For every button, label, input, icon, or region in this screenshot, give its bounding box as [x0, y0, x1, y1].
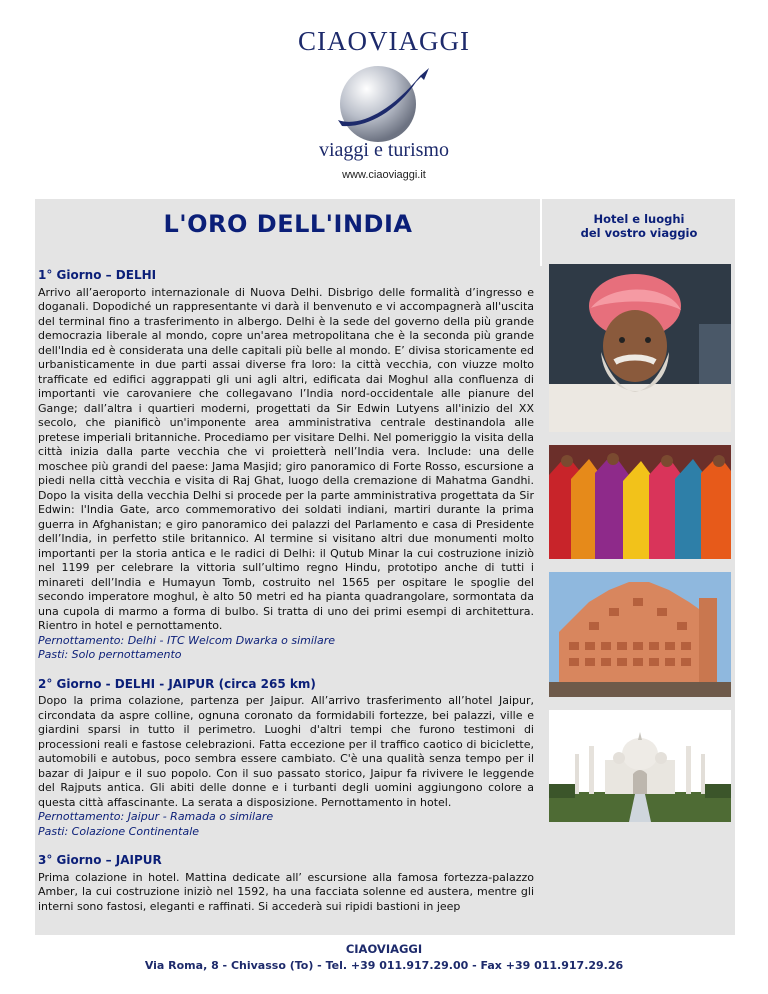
tagline: viaggi e turismo: [319, 139, 449, 161]
day-description: Arrivo all’aeroporto internazionale di Nuova Delhi. Disbrigo delle formalità d’ingresso e doganali. Dopodiché un rappresentante vi darà il benvenuto e vi accompagnerà all'uscita del terminal fino a trasferimento in albergo. Delhi è la sede del governo della più grande democrazia liberale al mondo, copre un'area metropolitana che è la seconda più grande dell'India ed è considerata una delle capitali più belle al mondo. E’ divisa storicamente ed urbanisticamente in due parti assai diverse fra loro: la città vecchia, con viuzze molto trafficate ed edifici aggrappati gli uni agli altri, edificata dai Moghul alla confluenza di importanti vie carovaniere che collegavano l’India nord-occidentale alle pianure del Gange; dall’altra i quartieri moderni, progettati da Sir Edwin Lutyens all'inizio del XX secolo, che pianificò un'imponente area amministrativa centrale destinandola alle pretese imperiali britanniche. Procediamo per visitare Delhi. Nel pomeriggio la visita della città inizia dalla parte vecchia che vi proietterà nell’India vera. Include: una delle moschee più grandi del paese: Jama Masjid; giro panoramico di Forte Rosso, escursione a piedi nella città vecchia e visita di Raj Ghat, luogo della cremazione di Mahatma Gandhi. Dopo la visita della vecchia Delhi si procede per la parte amministrativa progettata da Sir Edwin: l'India Gate, arco commemorativo dei soldati indiani, martiri durante la prima guerra in Afghanistan; e giro panoramico dei palazzi del Parlamento e casa di Presidente dell’India, in perfetto stile britannico. Al termine si visitano altri due monumenti molto importanti per la storia antica e le radici di Delhi: il Qutub Minar la cui costruzione iniziò nel 1199 per celebrare la vittoria sull’ultimo regno Hindu, prototipo anche di tutti i minareti dell’India e Humayun Tomb, costruito nel 1565 per ospitare le spoglie del secondo imperatore moghul, è alto 50 metri ed ha pianta quadrangolare, sormontata da una cupola di marmo a forma di bulbo. Si tratta di uno dei primi esempi di architettura. Rientro in hotel e pernottamento.: [38, 285, 534, 632]
day-title: 3° Giorno – JAIPUR: [38, 853, 162, 867]
day-meals: Pasti: Solo pernottamento: [38, 648, 182, 661]
globe-logo-icon: [330, 58, 430, 148]
brand-name: CIAOVIAGGI: [298, 26, 470, 56]
sidebar-divider: [540, 199, 542, 266]
website-link[interactable]: www.ciaoviaggi.it: [342, 169, 426, 181]
day-2: [38, 677, 534, 840]
turban-man-photo: [549, 264, 731, 432]
footer-company: CIAOVIAGGI: [345, 942, 423, 956]
day-title: 2° Giorno - DELHI - JAIPUR (circa 265 km): [38, 676, 316, 691]
day-description: Dopo la prima colazione, partenza per Jaipur. All’arrivo trasferimento all’hotel Jaipur, circondata da aspre colline, ognuna coronato da formidabili fortezze, bei palazzi, ville e giardini sparsi in tutto il perimetro. Luoghi d'altri tempi che furono testimoni di processioni reali e fastose celebrazioni. Fatta eccezione per il traffico caotico di biciclette, automobili e autobus, poco sembra essere cambiato. C'è una qualità senza tempo per il bazar di Jaipur e il suo popolo. Con il suo passato storico, Jaipur fa rivivere le leggende del Rajputs antica. Gli abiti delle donne e i turbanti degli uomini aggiungono colore a questa città affascinante. La serata a disposizione. Pernottamento in hotel.: [38, 694, 534, 809]
itinerary: [38, 268, 534, 928]
day-meals: Pasti: Colazione Continentale: [38, 824, 200, 838]
day-description: Prima colazione in hotel. Mattina dedicate all’ escursione alla famosa fortezza-palazzo Amber, la cui costruzione iniziò nel 1592, ha una facciata solenne ed austera, mentre gli interni sono fastosi, eleganti e raffinati. Si accederà sui ripidi bastioni in jeep: [38, 870, 534, 913]
day-hotel: Pernottamento: Delhi - ITC Welcom Dwarka o similare: [38, 633, 336, 647]
day-hotel: Pernottamento: Jaipur - Ramada o similare: [38, 810, 274, 823]
sidebar-title-line1: Hotel e luoghi: [593, 212, 685, 226]
header-logo: [0, 0, 768, 190]
sidebar-title-line2: del vostro viaggio: [580, 226, 698, 240]
taj-mahal-photo: [549, 710, 731, 822]
women-saris-photo: [549, 445, 731, 559]
sidebar-title: [545, 212, 733, 240]
day-title: 1° Giorno – DELHI: [38, 268, 157, 282]
page-title: L'ORO DELL'INDIA: [163, 210, 413, 238]
day-3: [38, 853, 534, 914]
hawa-mahal-photo: [549, 572, 731, 697]
footer-address: Via Roma, 8 - Chivasso (To) - Tel. +39 011.917.29.00 - Fax +39 011.917.29.26: [144, 959, 624, 972]
day-1: [38, 268, 534, 663]
